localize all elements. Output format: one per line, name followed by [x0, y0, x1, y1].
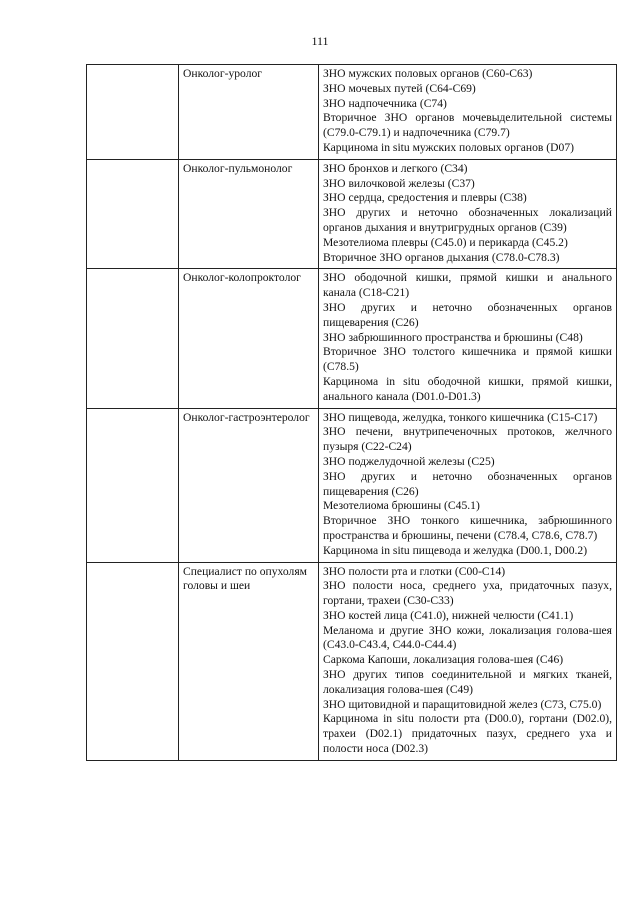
diagnosis-line: ЗНО полости рта и глотки (С00-С14)	[323, 564, 506, 578]
diagnosis-line: Мезотелиома брюшины (С45.1)	[323, 499, 480, 513]
diagnosis-line: Карцинома in situ ободочной кишки, прямой кишки, анального канала (D01.0-D01.3)	[323, 374, 612, 403]
diagnosis-line: Карцинома in situ полости рта (D00.0), гортани (D02.0), трахеи (D02.1) придаточных пазух, среднего уха и полости носа (D02.3)	[323, 712, 612, 756]
specialist-cell: Онколог-уролог	[179, 65, 319, 160]
diagnosis-line: ЗНО других и неточно обозначенных органов пищеварения (С26)	[323, 469, 612, 498]
diagnosis-line: ЗНО полости носа, среднего уха, придаточных пазух, гортани, трахеи (С30-С33)	[323, 579, 612, 608]
empty-cell	[87, 408, 179, 562]
specialist-cell: Онколог-колопроктолог	[179, 269, 319, 408]
empty-cell	[87, 159, 179, 269]
diagnosis-line: ЗНО мужских половых органов (С60-С63)	[323, 67, 533, 80]
table-row	[87, 562, 617, 760]
table-row	[87, 408, 617, 562]
diagnosis-line: Вторичное ЗНО толстого кишечника и прямой кишки (С78.5)	[323, 345, 612, 374]
diagnoses-cell	[319, 408, 617, 562]
diagnosis-line: ЗНО поджелудочной железы (С25)	[323, 454, 495, 468]
empty-cell	[87, 562, 179, 760]
diagnoses-cell	[319, 562, 617, 760]
diagnosis-line: ЗНО бронхов и легкого (С34)	[323, 161, 468, 175]
diagnosis-line: ЗНО других и неточно обозначенных органов пищеварения (С26)	[323, 300, 612, 329]
specialist-cell: Онколог-гастроэнтеролог	[179, 408, 319, 562]
specialist-cell: Онколог-пульмонолог	[179, 159, 319, 269]
diagnosis-line: Карцинома in situ мужских половых органов (D07)	[323, 140, 574, 154]
diagnosis-line: ЗНО вилочковой железы (С37)	[323, 176, 475, 190]
diagnosis-line: ЗНО сердца, средостения и плевры (С38)	[323, 191, 527, 205]
diagnosis-line: Меланома и другие ЗНО кожи, локализация голова-шея (С43.0-С43.4, С44.0-С44.4)	[323, 623, 612, 652]
diagnosis-line: ЗНО ободочной кишки, прямой кишки и анального канала (С18-С21)	[323, 271, 612, 300]
specialist-cell: Специалист по опухолям головы и шеи	[179, 562, 319, 760]
diagnoses-cell	[319, 159, 617, 269]
diagnosis-line: ЗНО забрюшинного пространства и брюшины (С48)	[323, 330, 583, 344]
table-row	[87, 159, 617, 269]
diagnosis-line: ЗНО других типов соединительной и мягких тканей, локализация голова-шея (С49)	[323, 668, 612, 696]
diagnosis-line: ЗНО мочевых путей (С64-С69)	[323, 81, 476, 95]
page-number: 111	[311, 34, 329, 48]
diagnoses-cell	[319, 269, 617, 408]
diagnosis-line: ЗНО пищевода, желудка, тонкого кишечника (С15-С17)	[323, 410, 598, 424]
diagnosis-line: Мезотелиома плевры (С45.0) и перикарда (С45.2)	[323, 235, 568, 249]
diagnosis-line: ЗНО щитовидной и паращитовидной желез (С73, С75.0)	[323, 697, 602, 711]
diagnosis-line: ЗНО надпочечника (С74)	[323, 96, 447, 110]
table-row	[87, 269, 617, 408]
diagnosis-line: Саркома Капоши, локализация голова-шея (С46)	[323, 653, 564, 667]
empty-cell	[87, 65, 179, 160]
diagnosis-line: Вторичное ЗНО органов мочевыделительной системы (С79.0-С79.1) и надпочечника (С79.7)	[323, 111, 612, 140]
diagnosis-line: ЗНО других и неточно обозначенных локализаций органов дыхания и внутригрудных органов (С39)	[323, 206, 612, 234]
diagnosis-line: Вторичное ЗНО органов дыхания (С78.0-С78.3)	[323, 250, 560, 264]
diagnosis-line: Карцинома in situ пищевода и желудка (D00.1, D00.2)	[323, 543, 588, 557]
table-row	[87, 65, 617, 160]
diagnosis-line: ЗНО костей лица (С41.0), нижней челюсти (С41.1)	[323, 608, 574, 622]
specialist-table	[86, 64, 617, 761]
diagnosis-line: ЗНО печени, внутрипеченочных протоков, желчного пузыря (С22-С24)	[323, 425, 612, 454]
diagnoses-cell	[319, 65, 617, 160]
diagnosis-line: Вторичное ЗНО тонкого кишечника, забрюшинного пространства и брюшины, печени (С78.4, С78.6, С78.7)	[323, 514, 612, 542]
table-body	[87, 65, 617, 761]
empty-cell	[87, 269, 179, 408]
